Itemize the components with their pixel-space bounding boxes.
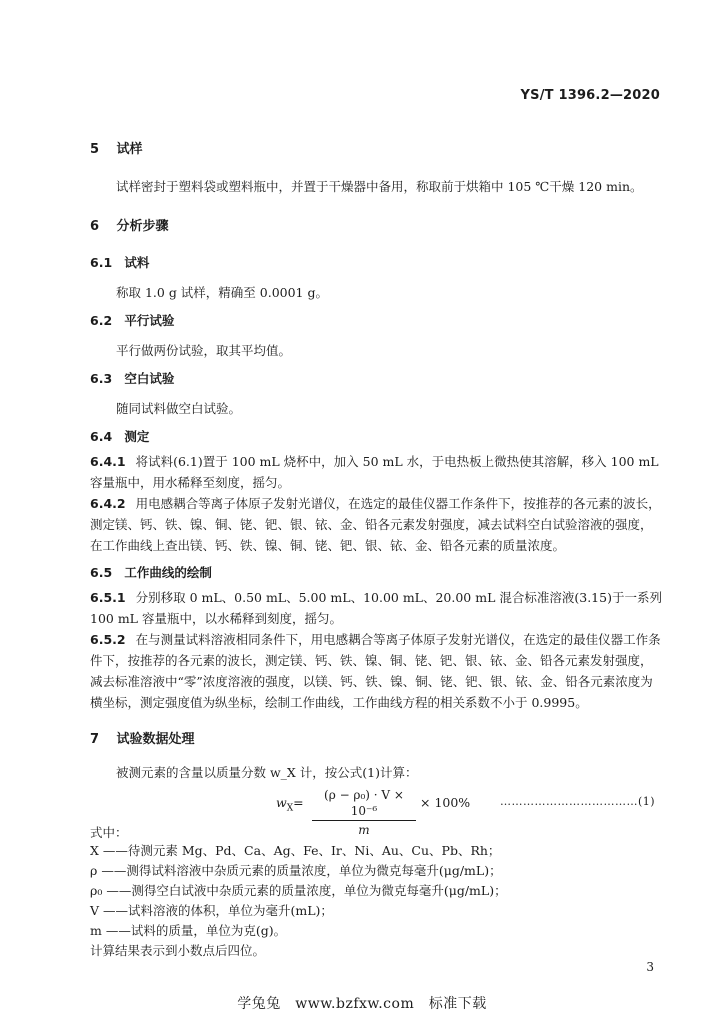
formula-equals: =	[293, 795, 304, 810]
formula-symbol-w: w	[276, 795, 287, 810]
section-number: 6	[90, 219, 100, 234]
section-6-4-heading	[90, 427, 149, 445]
formula-denominator: m	[358, 823, 370, 837]
formula-subscript: X	[286, 803, 294, 814]
clause-body: 在与测量试料溶液相同条件下，用电感耦合等离子体原子发射光谱仪，在选定的最佳仪器工作条件下，按推荐的各元素的波长，测定镁、钙、铁、镍、铜、铑、钯、银、铱、金、铅各元素发射强度，减去标准溶液中“零”浓度溶液的强度，以镁、钙、铁、镍、铜、铑、钯、银、铱、金、铅各元素浓度为横坐标，测定强度值为纵坐标，绘制工作曲线，工作曲线方程的相关系数不小于 0.9995。	[90, 632, 661, 710]
section-title: 试样	[116, 142, 143, 157]
where-item-m: m ——试料的质量，单位为克(g)。	[90, 923, 287, 938]
section-number: 6.4	[90, 429, 113, 444]
clause-body: 将试料(6.1)置于 100 mL 烧杯中，加入 50 mL 水，于电热板上微热使其溶解，移入 100 mL 容量瓶中，用水稀释至刻度，摇匀。	[90, 454, 659, 490]
page-number: 3	[646, 960, 654, 974]
section-title: 分析步骤	[116, 219, 169, 234]
where-item-x: X ——待测元素 Mg、Pd、Ca、Ag、Fe、Ir、Ni、Au、Cu、Pb、Rh；	[90, 843, 501, 858]
section-number: 6.5	[90, 565, 113, 580]
section-number: 5	[90, 142, 100, 157]
section-7-heading	[90, 728, 195, 747]
formula-lhs	[276, 795, 304, 814]
section-number: 6.2	[90, 313, 113, 328]
clause-number: 6.4.2	[90, 496, 126, 511]
where-item-rho: ρ ——测得试料溶液中杂质元素的质量浓度，单位为微克每毫升(μg/mL)；	[90, 863, 502, 878]
where-label: 式中：	[90, 825, 128, 840]
section-title: 试料	[124, 255, 150, 270]
section-6-1-heading	[90, 253, 149, 271]
section-6-5-heading	[90, 563, 212, 581]
clause-number: 6.4.1	[90, 454, 126, 469]
section-6-4-2	[90, 493, 664, 556]
clause-body: 分别移取 0 mL、0.50 mL、5.00 mL、10.00 mL、20.00 mL 混合标准溶液(3.15)于一系列 100 mL 容量瓶中，以水稀释到刻度，摇匀。	[90, 590, 662, 626]
fraction-bar	[312, 820, 416, 821]
section-number: 6.3	[90, 371, 113, 386]
section-5-heading	[90, 138, 143, 157]
formula-number: ………………………………(1)	[500, 795, 656, 808]
section-6-3-body: 随同试料做空白试验。	[116, 401, 242, 416]
where-item-v: V ——试料溶液的体积，单位为毫升(mL)；	[90, 903, 333, 918]
section-number: 7	[90, 732, 100, 747]
where-item-rho0: ρ₀ ——测得空白试液中杂质元素的质量浓度，单位为微克每毫升(μg/mL)；	[90, 883, 507, 898]
formula-fraction	[312, 787, 416, 837]
formula-tail: × 100%	[420, 795, 471, 810]
section-number: 6.1	[90, 255, 113, 270]
formula-numerator: (ρ − ρ₀) · V × 10⁻⁶	[324, 788, 404, 818]
clause-body: 用电感耦合等离子体原子发射光谱仪，在选定的最佳仪器工作条件下，按推荐的各元素的波长，测定镁、钙、铁、镍、铜、铑、钯、银、铱、金、铅各元素发射强度，减去试料空白试验溶液的强度，在工作曲线上查出镁、钙、铁、镍、铜、铑、钯、银、铱、金、铅各元素的质量浓度。	[90, 496, 661, 553]
section-6-5-1	[90, 587, 664, 629]
section-6-heading	[90, 215, 169, 234]
section-6-1-body: 称取 1.0 g 试样，精确至 0.0001 g。	[116, 285, 328, 300]
section-6-5-2	[90, 629, 664, 713]
clause-number: 6.5.1	[90, 590, 126, 605]
section-6-2-heading	[90, 311, 174, 329]
section-5-body: 试样密封于塑料袋或塑料瓶中，并置于干燥器中备用，称取前于烘箱中 105 ℃干燥 120 min。	[116, 179, 643, 194]
section-6-4-1	[90, 451, 664, 493]
section-title: 空白试验	[124, 371, 175, 386]
standard-number: YS/T 1396.2—2020	[520, 88, 660, 103]
section-title: 平行试验	[124, 313, 175, 328]
clause-number: 6.5.2	[90, 632, 126, 647]
section-6-3-heading	[90, 369, 174, 387]
section-6-2-body: 平行做两份试验，取其平均值。	[116, 343, 292, 358]
result-note: 计算结果表示到小数点后四位。	[90, 943, 266, 958]
section-title: 试验数据处理	[116, 732, 195, 747]
section-7-intro: 被测元素的含量以质量分数 w_X 计，按公式(1)计算：	[116, 765, 418, 780]
section-title: 工作曲线的绘制	[124, 565, 212, 580]
watermark-text: 学兔兔 www.bzfxw.com 标准下载	[237, 996, 487, 1012]
section-title: 测定	[124, 429, 150, 444]
